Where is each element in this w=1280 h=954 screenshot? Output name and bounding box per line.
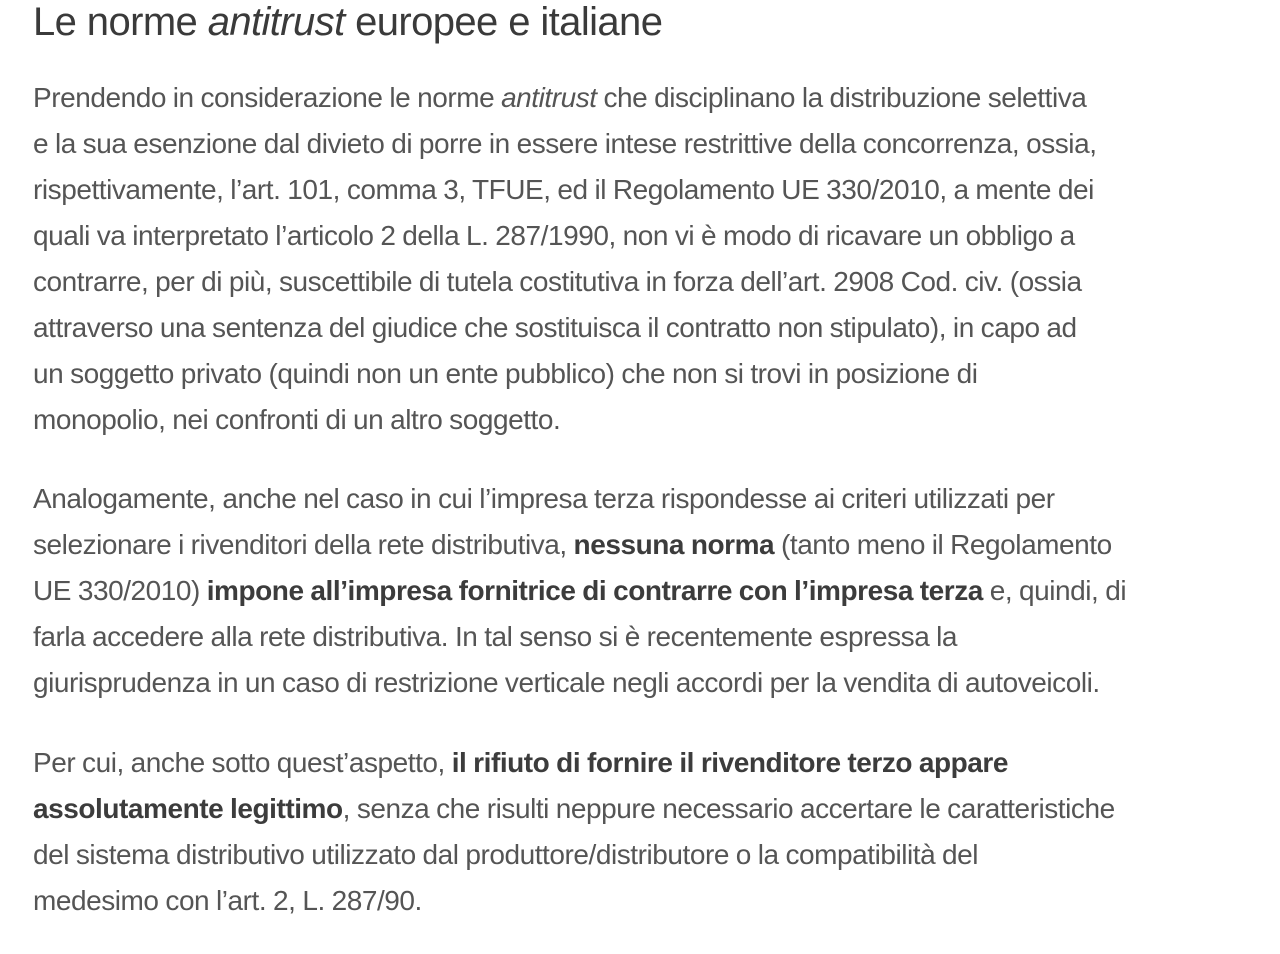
text-line <box>33 786 1248 832</box>
text-line: un soggetto privato (quindi non un ente pubblico) che non si trovi in posizione di <box>33 358 978 389</box>
heading-italic-term: antitrust <box>207 0 345 44</box>
text-line: quali va interpretato l’articolo 2 della L. 287/1990, non vi è modo di ricavare un obbligo a <box>33 220 1075 251</box>
text-line: rispettivamente, l’art. 101, comma 3, TFUE, ed il Regolamento UE 330/2010, a mente dei <box>33 174 1094 205</box>
text-span: che disciplinano la distribuzione selettiva <box>596 82 1087 113</box>
text-line: del sistema distributivo utilizzato dal produttore/distributore o la compatibilità del <box>33 839 979 870</box>
text-span: Prendendo in considerazione le norme <box>33 82 502 113</box>
heading-text-end: europee e italiane <box>344 0 663 44</box>
text-line <box>33 740 1248 786</box>
bold-phrase: nessuna norma <box>573 529 775 560</box>
text-span: UE 330/2010) <box>33 575 207 606</box>
text-span: (tanto meno il Regolamento <box>774 529 1112 560</box>
paragraph-conclusion <box>33 740 1248 924</box>
text-line <box>33 522 1248 568</box>
text-line: monopolio, nei confronti di un altro soggetto. <box>33 404 561 435</box>
text-span: selezionare i rivenditori della rete distributiva, <box>33 529 574 560</box>
heading-text: Le norme <box>33 0 208 44</box>
paragraph-antitrust-norms <box>33 75 1248 443</box>
text-line: Analogamente, anche nel caso in cui l’impresa terza rispondesse ai criteri utilizzati per <box>33 483 1055 514</box>
text-span: Per cui, anche sotto quest’aspetto, <box>33 747 452 778</box>
text-line: e la sua esenzione dal divieto di porre in essere intese restrittive della concorrenza, ossia, <box>33 128 1097 159</box>
bold-phrase: assolutamente legittimo <box>33 793 343 824</box>
text-line: giurisprudenza in un caso di restrizione verticale negli accordi per la vendita di autoveicoli. <box>33 667 1100 698</box>
text-span: , senza che risulti neppure necessario accertare le caratteristiche <box>342 793 1115 824</box>
bold-phrase: il rifiuto di fornire il rivenditore terzo appare <box>451 747 1008 778</box>
text-line: medesimo con l’art. 2, L. 287/90. <box>33 885 422 916</box>
text-line <box>33 568 1248 614</box>
bold-phrase: impone all’impresa fornitrice di contrarre con l’impresa terza <box>206 575 983 606</box>
paragraph-no-obligation <box>33 476 1248 706</box>
text-line: attraverso una sentenza del giudice che sostituisca il contratto non stipulato), in capo ad <box>33 312 1077 343</box>
italic-term: antitrust <box>501 82 597 113</box>
text-line: contrarre, per di più, suscettibile di tutela costitutiva in forza dell’art. 2908 Cod. civ. (ossia <box>33 266 1082 297</box>
text-line: farla accedere alla rete distributiva. In tal senso si è recentemente espressa la <box>33 621 958 652</box>
section-heading <box>33 0 1248 44</box>
text-line <box>33 75 1248 121</box>
text-span: e, quindi, di <box>982 575 1127 606</box>
